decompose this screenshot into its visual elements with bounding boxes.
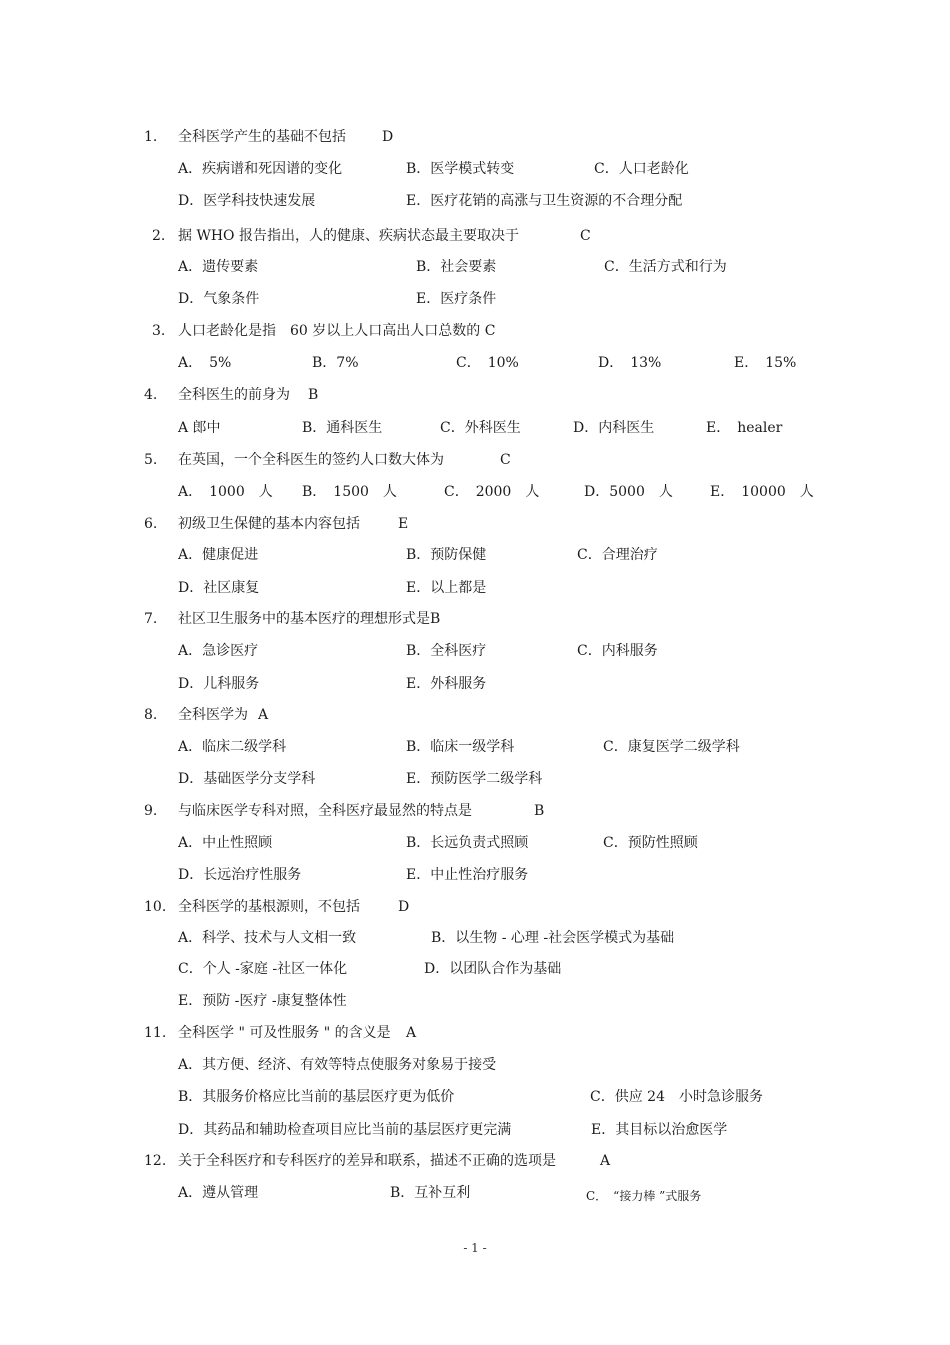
option: B．通科医生: [302, 420, 383, 436]
option: B．预防保健: [406, 547, 487, 563]
question-number: 10.: [144, 899, 167, 915]
option: C．个人 -家庭 -社区一体化: [178, 961, 348, 977]
question-text: 据 WHO 报告指出，人的健康、疾病状态最主要取决于: [178, 228, 519, 244]
question-answer: B: [308, 387, 319, 403]
option: C．供应 24 小时急诊服务: [590, 1089, 763, 1105]
option: E．预防 -医疗 -康复整体性: [178, 993, 347, 1009]
question-answer: A: [406, 1025, 417, 1041]
question-number: 3.: [152, 323, 166, 339]
question-answer: C: [580, 228, 591, 244]
option: D． 13%: [598, 355, 662, 371]
question-text: 与临床医学专科对照，全科医疗最显然的特点是: [178, 803, 472, 819]
option: B．全科医疗: [406, 643, 487, 659]
option: B．以生物 - 心理 -社会医学模式为基础: [431, 930, 675, 946]
option: B．长远负责式照顾: [406, 835, 529, 851]
option: B．临床一级学科: [406, 739, 515, 755]
question-text: 在英国，一个全科医生的签约人口数大体为: [178, 452, 444, 468]
question-answer: B: [534, 803, 545, 819]
option: C． “接力棒 ”式服务: [586, 1189, 702, 1203]
option: C． 10%: [456, 355, 519, 371]
option: A． 1000 人: [178, 484, 273, 500]
option: E． 15%: [734, 355, 797, 371]
option: D．其药品和辅助检查项目应比当前的基层医疗更完满: [178, 1122, 512, 1138]
option: C． 2000 人: [444, 484, 540, 500]
question-text: 关于全科医疗和专科医疗的差异和联系，描述不正确的选项是: [178, 1153, 556, 1169]
option: E．其目标以治愈医学: [591, 1122, 728, 1138]
question-number: 9.: [144, 803, 158, 819]
question-number: 8.: [144, 707, 158, 723]
question-number: 4.: [144, 387, 158, 403]
option: E．预防医学二级学科: [406, 771, 543, 787]
option: C．人口老龄化: [594, 161, 689, 177]
question-text: 初级卫生保健的基本内容包括: [178, 516, 360, 532]
question-number: 7.: [144, 611, 158, 627]
question-number: 12.: [144, 1153, 167, 1169]
question-answer: D: [382, 129, 394, 145]
option: A．疾病谱和死因谱的变化: [178, 161, 343, 177]
option: A．其方便、经济、有效等特点使服务对象易于接受: [178, 1057, 497, 1073]
question-answer: A: [258, 707, 269, 723]
option: D．气象条件: [178, 291, 260, 307]
question-answer: D: [398, 899, 410, 915]
option: C．生活方式和行为: [604, 259, 727, 275]
option: E． healer: [706, 420, 783, 436]
option: A．科学、技术与人文相一致: [178, 930, 357, 946]
question-number: 5.: [144, 452, 158, 468]
question-text: 全科医学 " 可及性服务 " 的含义是: [178, 1025, 391, 1041]
question-number: 11.: [144, 1025, 167, 1041]
option: A．遵从管理: [178, 1185, 259, 1201]
option: E．医疗花销的高涨与卫生资源的不合理分配: [406, 193, 683, 209]
question-answer: C: [500, 452, 511, 468]
option: B．其服务价格应比当前的基层医疗更为低价: [178, 1089, 455, 1105]
option: E．中止性治疗服务: [406, 867, 529, 883]
option: A 郎中: [178, 420, 221, 436]
question-text: 全科医学为: [178, 707, 248, 723]
option: A．中止性照顾: [178, 835, 273, 851]
option: D．社区康复: [178, 580, 260, 596]
option: D．基础医学分支学科: [178, 771, 316, 787]
option: C．合理治疗: [577, 547, 658, 563]
question-number: 1.: [144, 129, 158, 145]
option: B．医学模式转变: [406, 161, 515, 177]
option: C．内科服务: [577, 643, 658, 659]
option: E．医疗条件: [416, 291, 497, 307]
option: B．社会要素: [416, 259, 497, 275]
option: D．内科医生: [573, 420, 655, 436]
option: D．以团队合作为基础: [424, 961, 562, 977]
option: A．遗传要素: [178, 259, 259, 275]
option: B．互补互利: [390, 1185, 471, 1201]
option: D．长远治疗性服务: [178, 867, 302, 883]
option: C．外科医生: [440, 420, 521, 436]
option: B．7%: [312, 355, 359, 371]
option: A． 5%: [178, 355, 232, 371]
question-text: 社区卫生服务中的基本医疗的理想形式是B: [178, 611, 441, 627]
question-text: 全科医学产生的基础不包括: [178, 129, 346, 145]
question-answer: A: [600, 1153, 611, 1169]
question-answer: E: [398, 516, 409, 532]
question-number: 6.: [144, 516, 158, 532]
page-number: - 1 -: [463, 1241, 487, 1255]
question-text: 人口老龄化是指 60 岁以上人口高出人口总数的 C: [178, 323, 496, 339]
option: E．外科服务: [406, 676, 487, 692]
question-text: 全科医生的前身为: [178, 387, 290, 403]
option: A．急诊医疗: [178, 643, 259, 659]
option: C．预防性照顾: [603, 835, 698, 851]
option: D．5000 人: [584, 484, 673, 500]
option: E． 10000 人: [710, 484, 814, 500]
question-number: 2.: [152, 228, 166, 244]
option: B． 1500 人: [302, 484, 397, 500]
option: C．康复医学二级学科: [603, 739, 740, 755]
option: D．儿科服务: [178, 676, 260, 692]
option: A．临床二级学科: [178, 739, 287, 755]
option: E．以上都是: [406, 580, 487, 596]
option: D．医学科技快速发展: [178, 193, 316, 209]
option: A．健康促进: [178, 547, 259, 563]
question-text: 全科医学的基根源则，不包括: [178, 899, 360, 915]
